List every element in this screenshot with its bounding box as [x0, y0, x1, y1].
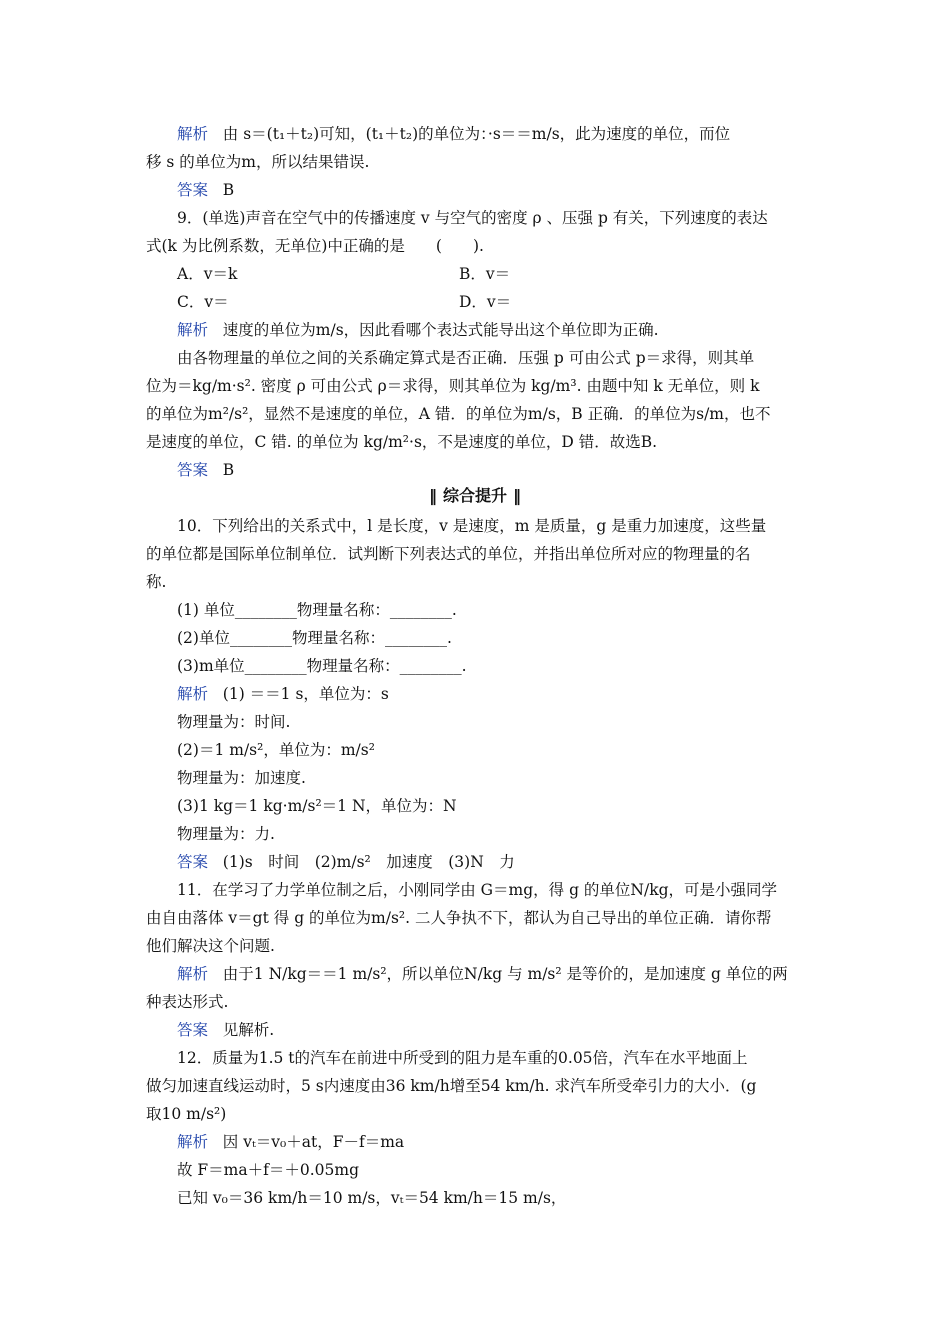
- q10-stem-line-1: 10．下列给出的关系式中，l 是长度，v 是速度，m 是质量，g 是重力加速度，这些量: [177, 517, 767, 535]
- q12-stem-line-3: 取10 m/s²): [146, 1105, 227, 1123]
- q11-stem-line-3: 他们解决这个问题.: [146, 937, 275, 955]
- q10-answer: 答案 (1)s 时间 (2)m/s² 加速度 (3)N 力: [177, 853, 515, 871]
- analysis-label: 解析: [177, 125, 209, 143]
- q11-stem-line-1: 11．在学习了力学单位制之后，小刚同学由 G＝mg，得 g 的单位N/kg，可是小强同学: [177, 881, 778, 899]
- q10-stem-line-3: 称.: [146, 573, 167, 591]
- q10-analysis-line-5: (3)1 kg＝1 kg·m/s²＝1 N，单位为：N: [177, 797, 457, 815]
- q10-analysis-line-6: 物理量为：力.: [177, 825, 275, 843]
- q10-stem-line-2: 的单位都是国际单位制单位．试判断下列表达式的单位，并指出单位所对应的物理量的名: [146, 545, 751, 563]
- q10-part-3: (3)m单位________物理量名称：________.: [177, 657, 467, 675]
- q9-analysis-line-4: 的单位为m²/s²，显然不是速度的单位，A 错．的单位为m/s，B 正确．的单位为s/m，也不: [146, 405, 771, 423]
- q12-stem-line-2: 做匀加速直线运动时，5 s内速度由36 km/h增至54 km/h. 求汽车所受牵引力的大小．(g: [146, 1077, 757, 1095]
- q9-analysis-line-1: 解析 速度的单位为m/s，因此看哪个表达式能导出这个单位即为正确.: [177, 321, 659, 339]
- q12-analysis-line-1: 解析 因 vₜ＝v₀＋at，F－f＝ma: [177, 1133, 405, 1151]
- answer-label: 答案: [177, 181, 209, 199]
- q12-stem-line-1: 12．质量为1.5 t的汽车在前进中所受到的阻力是车重的0.05倍，汽车在水平地面上: [177, 1049, 748, 1067]
- q10-analysis-line-1: 解析 (1) ＝＝1 s，单位为：s: [177, 685, 389, 703]
- q9-stem-line-2: 式(k 为比例系数，无单位)中正确的是 ( ).: [146, 237, 484, 255]
- q9-answer: 答案 B: [177, 461, 235, 479]
- analysis-label: 解析: [177, 321, 209, 339]
- analysis-label: 解析: [177, 685, 209, 703]
- q9-option-b: B．v＝: [459, 265, 511, 283]
- analysis-label: 解析: [177, 1133, 209, 1151]
- q10-analysis-line-4: 物理量为：加速度.: [177, 769, 306, 787]
- q10-analysis-line-2: 物理量为：时间.: [177, 713, 291, 731]
- section-bar-left: ‖: [428, 486, 437, 505]
- analysis-label: 解析: [177, 965, 209, 983]
- section-title: 综合提升: [442, 486, 507, 505]
- q10-analysis-line-3: (2)＝1 m/s²，单位为：m/s²: [177, 741, 375, 759]
- section-bar-right: ‖: [513, 486, 521, 505]
- section-heading: [0, 486, 950, 506]
- q9-analysis-line-2: 由各物理量的单位之间的关系确定算式是否正确．压强 p 可由公式 p＝求得，则其单: [177, 349, 755, 367]
- q9-option-a: A．v＝k: [177, 265, 238, 283]
- q11-analysis-line-2: 种表达形式.: [146, 993, 229, 1011]
- q9-analysis-line-3: 位为＝kg/m·s². 密度 ρ 可由公式 ρ＝求得，则其单位为 kg/m³. 由题中知 k 无单位，则 k: [146, 377, 760, 395]
- q9-option-c: C．v＝: [177, 293, 229, 311]
- answer-label: 答案: [177, 853, 209, 871]
- q10-part-1: (1) 单位________物理量名称：________.: [177, 601, 457, 619]
- q11-analysis-line-1: 解析 由于1 N/kg＝＝1 m/s²，所以单位N/kg 与 m/s² 是等价的，是加速度 g 单位的两: [177, 965, 788, 983]
- q9-analysis-line-5: 是速度的单位，C 错. 的单位为 kg/m²·s，不是速度的单位，D 错．故选B.: [146, 433, 658, 451]
- q11-answer: 答案 见解析.: [177, 1021, 275, 1039]
- q8-answer: 答案 B: [177, 181, 235, 199]
- q10-part-2: (2)单位________物理量名称：________.: [177, 629, 452, 647]
- answer-label: 答案: [177, 461, 209, 479]
- q8-analysis-line-2: 移 s 的单位为m，所以结果错误.: [146, 153, 370, 171]
- q12-analysis-line-2: 故 F＝ma＋f＝＋0.05mg: [177, 1161, 359, 1179]
- q8-analysis-line-1: 解析 由 s＝(t₁＋t₂)可知，(t₁＋t₂)的单位为：·s＝＝m/s，此为速度的单位，而位: [177, 125, 731, 143]
- q11-stem-line-2: 由自由落体 v＝gt 得 g 的单位为m/s². 二人争执不下，都认为自己导出的单位正确．请你帮: [146, 909, 772, 927]
- q9-option-d: D．v＝: [459, 293, 512, 311]
- answer-label: 答案: [177, 1021, 209, 1039]
- q9-stem-line-1: 9．(单选)声音在空气中的传播速度 v 与空气的密度 ρ 、压强 p 有关，下列速度的表达: [177, 209, 768, 227]
- q12-analysis-line-3: 已知 v₀＝36 km/h＝10 m/s，vₜ＝54 km/h＝15 m/s，: [177, 1189, 567, 1207]
